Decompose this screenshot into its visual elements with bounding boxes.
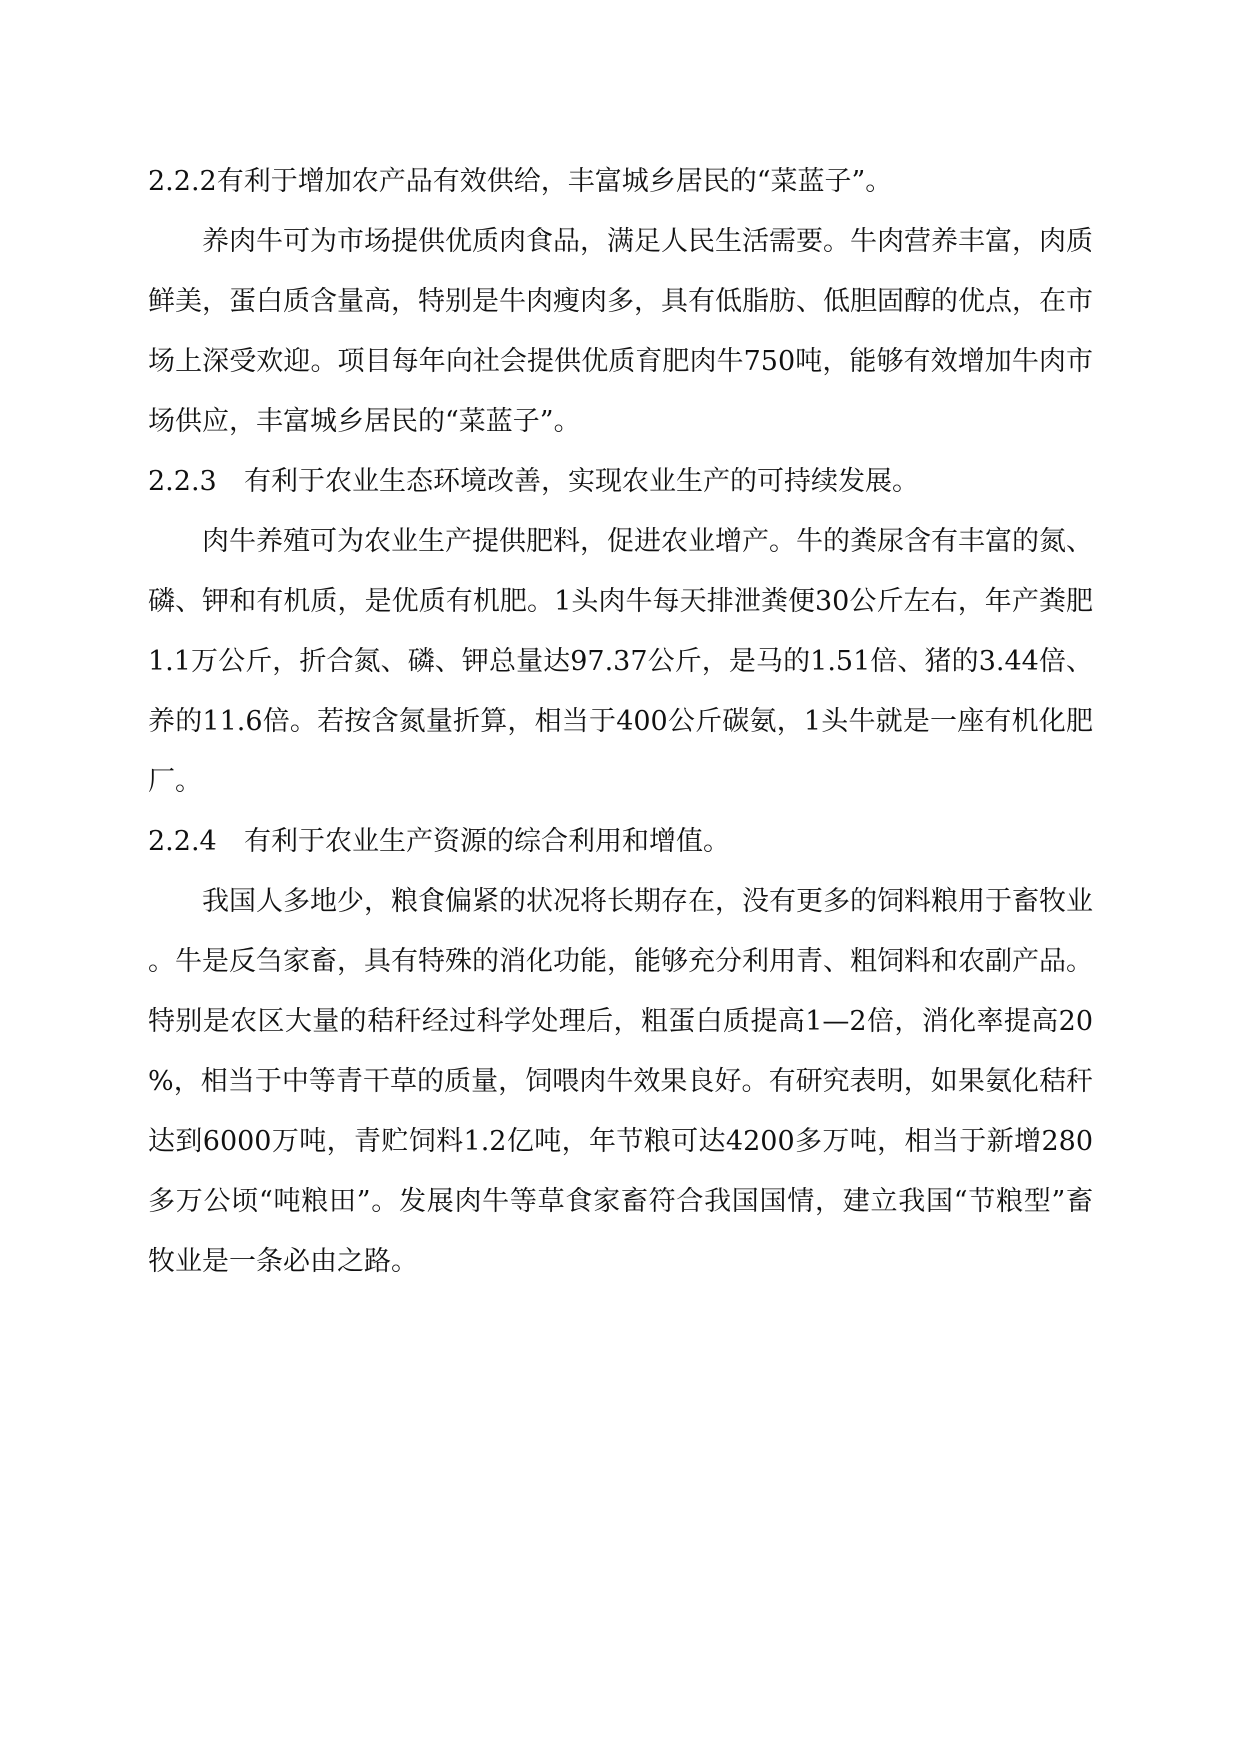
section-title: 有利于农业生态环境改善，实现农业生产的可持续发展。	[244, 466, 919, 497]
section-title: 有利于农业生产资源的综合利用和增值。	[244, 826, 730, 857]
section-paragraph: 肉牛养殖可为农业生产提供肥料，促进农业增产。牛的粪尿含有丰富的氮、磷、钾和有机质，是优质有机肥。1头肉牛每天排泄粪便30公斤左右，年产粪肥1.1万公斤，折合氮、磷、钾总量达97.37公斤，是马的1.51倍、猪的3.44倍、养的11.6倍。若按含氮量折算，相当于400公斤碳氨，1头牛就是一座有机化肥厂。	[148, 526, 1093, 797]
section-heading	[148, 812, 1093, 872]
section-heading	[148, 152, 1093, 212]
section-number: 2.2.4	[148, 826, 217, 857]
section-number: 2.2.2	[148, 166, 217, 197]
section-paragraph: 我国人多地少，粮食偏紧的状况将长期存在，没有更多的饲料粮用于畜牧业。牛是反刍家畜，具有特殊的消化功能，能够充分利用青、粗饲料和农副产品。特别是农区大量的秸秆经过科学处理后，粗蛋白质提高1—2倍，消化率提高20%，相当于中等青干草的质量，饲喂肉牛效果良好。有研究表明，如果氨化秸秆达到6000万吨，青贮饲料1.2亿吨，年节粮可达4200多万吨，相当于新增280多万公顷“吨粮田”。发展肉牛等草食家畜符合我国国情，建立我国“节粮型”畜牧业是一条必由之路。	[148, 886, 1093, 1277]
section-number: 2.2.3	[148, 466, 217, 497]
section-2-2-3	[148, 452, 1093, 812]
document-body	[148, 152, 1093, 1292]
section-2-2-2	[148, 152, 1093, 452]
section-title: 有利于增加农产品有效供给，丰富城乡居民的“菜蓝子”。	[216, 166, 893, 197]
section-2-2-4	[148, 812, 1093, 1292]
section-paragraph: 养肉牛可为市场提供优质肉食品，满足人民生活需要。牛肉营养丰富，肉质鲜美，蛋白质含量高，特别是牛肉瘦肉多，具有低脂肪、低胆固醇的优点，在市场上深受欢迎。项目每年向社会提供优质育肥肉牛750吨，能够有效增加牛肉市场供应，丰富城乡居民的“菜蓝子”。	[148, 226, 1093, 437]
section-heading	[148, 452, 1093, 512]
